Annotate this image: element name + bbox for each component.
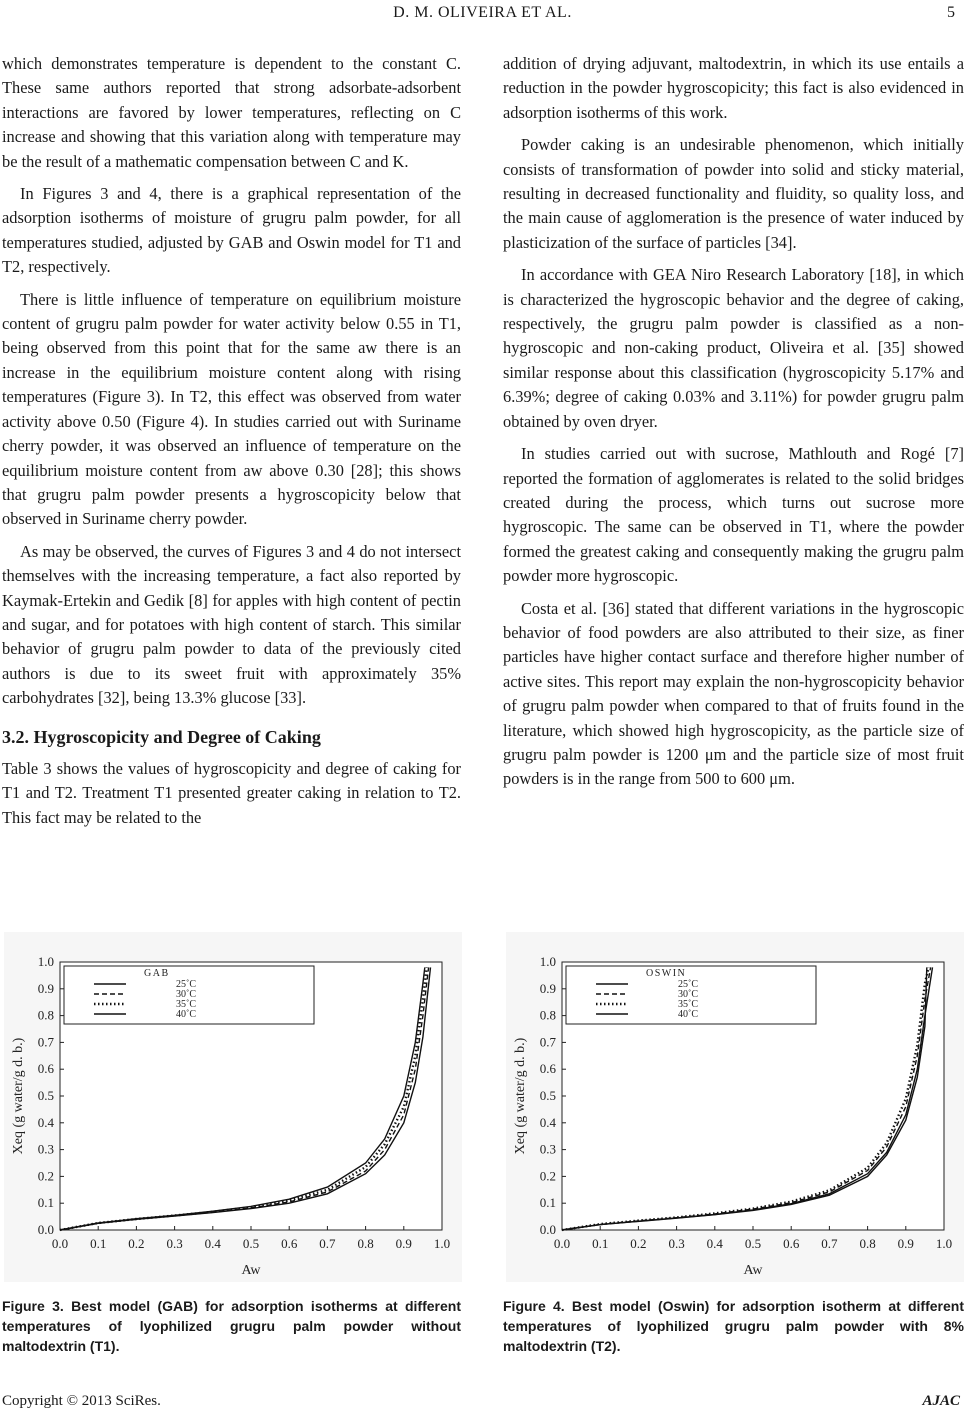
legend-label: 25˚C bbox=[176, 979, 196, 990]
x-tick-label: 0.1 bbox=[90, 1236, 107, 1251]
y-tick-label: 0.9 bbox=[37, 980, 54, 996]
y-tick-label: 0.8 bbox=[37, 1007, 54, 1023]
y-tick-label: 0.5 bbox=[37, 1088, 54, 1103]
x-tick-label: 0.8 bbox=[357, 1236, 374, 1251]
y-tick-label: 0.0 bbox=[37, 1222, 54, 1237]
y-tick-label: 0.4 bbox=[37, 1114, 54, 1130]
y-tick-label: 0.4 bbox=[539, 1114, 556, 1130]
legend-label: 25˚C bbox=[678, 979, 698, 990]
legend-label: 35˚C bbox=[678, 999, 698, 1010]
y-tick-label: 0.2 bbox=[37, 1168, 54, 1184]
figure-3 bbox=[4, 932, 462, 1282]
y-tick-label: 0.8 bbox=[539, 1007, 556, 1023]
y-tick-label: 1.0 bbox=[37, 954, 54, 969]
x-tick-label: 0.0 bbox=[51, 1236, 69, 1251]
legend-label: 30˚C bbox=[176, 989, 196, 1000]
x-axis-label: Aw bbox=[241, 1263, 261, 1278]
right-paragraph: In studies carried out with sucrose, Mathlouth and Rogé [7] reported the formation of agglomerates is related to the solid bridges created during the process, which turns out sucrose more hygroscopic. The same can be observed in T1, where the powder formed the greatest caking and consequently making the grugru palm powder more hygroscopic. bbox=[503, 444, 964, 586]
y-tick-label: 0.6 bbox=[539, 1061, 556, 1077]
legend-label: 40˚C bbox=[678, 1009, 698, 1020]
legend-title: GAB bbox=[144, 968, 170, 979]
left-paragraph: There is little influence of temperature on equilibrium moisture content of grugru palm powder for water activity below 0.55 in T1, being observed from this point that for the same aw there is an increase in the equilibrium moisture content along with rising temperatures (Figure 3). In T2, this effect was observed from water activity above 0.50 (Figure 4). In studies carried out with Suriname cherry powder, it was observed an influence of temperature on the equilibrium moisture content from aw above 0.30 [28]; this shows that grugru palm powder presents a hygroscopicity below that observed in Suriname cherry powder. bbox=[2, 289, 461, 529]
x-tick-label: 0.5 bbox=[744, 1236, 762, 1251]
x-tick-label: 0.0 bbox=[553, 1236, 571, 1251]
legend-label: 40˚C bbox=[176, 1009, 196, 1020]
x-tick-label: 0.4 bbox=[706, 1236, 723, 1251]
x-tick-label: 0.7 bbox=[821, 1236, 838, 1251]
x-tick-label: 0.7 bbox=[319, 1236, 336, 1251]
x-tick-label: 0.6 bbox=[281, 1236, 298, 1251]
y-tick-label: 0.1 bbox=[539, 1195, 556, 1211]
copyright: Copyright © 2013 SciRes. bbox=[2, 1393, 161, 1409]
right-paragraph: Costa et al. [36] stated that different variations in the hygroscopic behavior of food powders are also attributed to their size, as finer particles have higher contact surface and therefore higher number of active sites. This report may explain the non-hygroscopicity behavior of grugru palm powder when compared to that of fruits found in the literature, which showed high hygroscopicity, as the particle size of grugru palm powder is 1200 μm and the particle size of most fruit powders is in the range from 500 to 600 μm. bbox=[503, 598, 964, 789]
section-heading: 3.2. Hygroscopicity and Degree of Caking bbox=[2, 726, 321, 747]
y-tick-label: 1.0 bbox=[539, 954, 556, 969]
legend-label: 35˚C bbox=[176, 999, 196, 1010]
right-column bbox=[503, 52, 964, 800]
x-tick-label: 0.1 bbox=[592, 1236, 609, 1251]
y-tick-label: 0.7 bbox=[539, 1034, 556, 1050]
figure-4 bbox=[506, 932, 964, 1282]
x-tick-label: 0.3 bbox=[668, 1236, 685, 1251]
left-paragraph: As may be observed, the curves of Figures 3 and 4 do not intersect themselves with the increasing temperature, a fact also reported by Kaymak-Ertekin and Gedik [8] for apples with high content of pectin and sugar, and for potatoes with high content of starch. This similar behavior of grugru palm powder to data of the previously cited authors is due to its sweet fruit with approximately 35% carbohydrates [32], being 13.3% glucose [33]. bbox=[2, 541, 461, 708]
x-tick-label: 0.8 bbox=[859, 1236, 876, 1251]
x-tick-label: 0.3 bbox=[166, 1236, 183, 1251]
y-axis-label: Xeq (g water/g d. b.) bbox=[11, 1037, 26, 1155]
right-paragraph: In accordance with GEA Niro Research Laboratory [18], in which is characterized the hygroscopic behavior and the degree of caking, respectively, the grugru palm powder is classified as a non-hygroscopic and non-caking product, Oliveira et al. [35] showed similar response about this classification (hygroscopicity 5.17% and 6.39%; degree of caking 0.03% and 3.11%) for powder grugru palm obtained by oven dryer. bbox=[503, 265, 964, 431]
x-tick-label: 0.9 bbox=[395, 1236, 412, 1251]
x-tick-label: 0.2 bbox=[128, 1236, 145, 1251]
y-tick-label: 0.6 bbox=[37, 1061, 54, 1077]
left-paragraph: Table 3 shows the values of hygroscopicity and degree of caking for T1 and T2. Treatment T1 presented greater caking in relation to T2. This fact may be related to the bbox=[2, 758, 461, 827]
page-footer bbox=[0, 1393, 965, 1413]
y-axis-label: Xeq (g water/g d. b.) bbox=[513, 1037, 528, 1155]
x-axis-label: Aw bbox=[743, 1263, 763, 1278]
x-tick-label: 0.2 bbox=[630, 1236, 647, 1251]
figure-3-chart bbox=[4, 932, 462, 1282]
figure-4-chart bbox=[506, 932, 964, 1282]
x-tick-label: 0.5 bbox=[242, 1236, 260, 1251]
y-tick-label: 0.2 bbox=[539, 1168, 556, 1184]
y-tick-label: 0.5 bbox=[539, 1088, 556, 1103]
legend-label: 30˚C bbox=[678, 989, 698, 1000]
y-tick-label: 0.1 bbox=[37, 1195, 54, 1211]
figure-4-caption: Figure 4. Best model (Oswin) for adsorption isotherm at different temperatures of lyophilized grugru palm powder with 8% maltodextrin (T2). bbox=[503, 1298, 964, 1354]
right-paragraph: Powder caking is an undesirable phenomenon, which initially consists of transformation of powder into solid and sticky material, resulting in decreased functionality and fluidity, so quality loss, and the main cause of agglomeration is the presence of water induced by plasticization of the surface of particles [34]. bbox=[503, 135, 964, 252]
page-header bbox=[0, 4, 965, 24]
y-tick-label: 0.9 bbox=[539, 980, 556, 996]
page-number: 5 bbox=[947, 4, 955, 21]
y-tick-label: 0.0 bbox=[539, 1222, 556, 1237]
x-tick-label: 0.4 bbox=[204, 1236, 221, 1251]
x-tick-label: 0.9 bbox=[897, 1236, 914, 1251]
y-tick-label: 0.3 bbox=[37, 1141, 54, 1157]
running-head: D. M. OLIVEIRA ET AL. bbox=[393, 4, 572, 21]
figure-3-caption: Figure 3. Best model (GAB) for adsorption isotherms at different temperatures of lyophilized grugru palm powder without maltodextrin (T1). bbox=[2, 1298, 461, 1354]
legend-title: OSWIN bbox=[646, 968, 687, 979]
right-paragraph: addition of drying adjuvant, maltodextrin, in which its use entails a reduction in the powder hygroscopicity; this fact is also evidenced in adsorption isotherms of this work. bbox=[503, 54, 964, 122]
x-tick-label: 1.0 bbox=[433, 1236, 451, 1251]
y-tick-label: 0.3 bbox=[539, 1141, 556, 1157]
journal-name: AJAC bbox=[922, 1393, 960, 1409]
x-tick-label: 0.6 bbox=[783, 1236, 800, 1251]
y-tick-label: 0.7 bbox=[37, 1034, 54, 1050]
x-tick-label: 1.0 bbox=[935, 1236, 953, 1251]
left-paragraph: which demonstrates temperature is dependent to the constant C. These same authors reported that strong adsorbate-adsorbent interactions are favored by lower temperatures, reflecting on C increase and showing that this variation along with temperature may be the result of a mathematic compensation between C and K. bbox=[2, 54, 461, 171]
left-column bbox=[2, 52, 461, 838]
left-paragraph: In Figures 3 and 4, there is a graphical representation of the adsorption isotherms of moisture of grugru palm powder, for all temperatures studied, adjusted by GAB and Oswin model for T1 and T2, respectively. bbox=[2, 184, 461, 277]
